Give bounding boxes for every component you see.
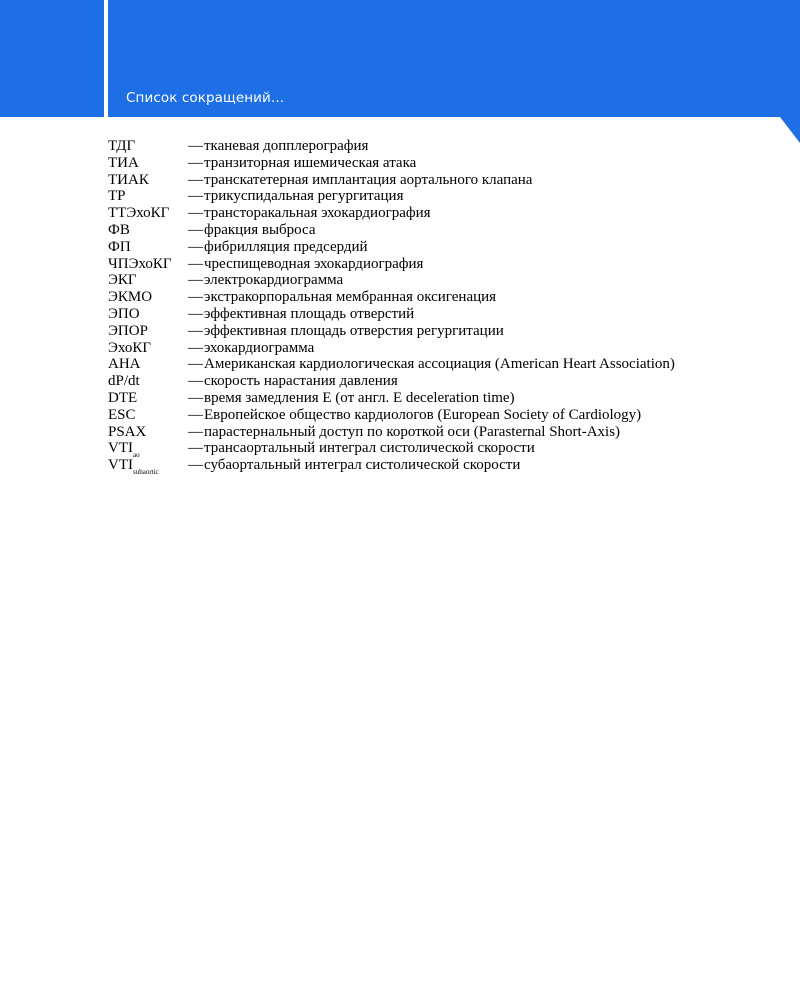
abbreviation-term-text: DTE — [108, 389, 138, 406]
abbreviation-definition-text: транскатетерная имплантация аортального клапана — [204, 171, 533, 188]
abbreviation-definition-text: чреспищеводная эхокардиография — [204, 255, 424, 272]
abbreviation-definition-text: фибрилляция предсердий — [204, 238, 368, 255]
abbreviation-term-text: ТР — [108, 188, 126, 205]
abbreviation-definition — [188, 222, 728, 239]
abbreviation-dash: — — [188, 221, 203, 238]
abbreviation-term-subscript: ao — [133, 451, 140, 460]
abbreviation-row — [108, 256, 728, 273]
abbreviation-row — [108, 424, 728, 441]
abbreviation-term-subscript: subaortic — [133, 468, 159, 477]
abbreviation-term-text: ТДГ — [108, 138, 136, 154]
abbreviation-definition-text: транзиторная ишемическая атака — [204, 154, 417, 171]
abbreviation-dash: — — [188, 255, 203, 272]
abbreviation-term-text: ЧПЭхоКГ — [108, 255, 172, 272]
abbreviation-definition — [188, 155, 728, 172]
abbreviation-dash: — — [188, 373, 203, 390]
abbreviation-term-text: ТИА — [108, 154, 139, 171]
abbreviation-term — [108, 373, 188, 390]
abbreviation-row — [108, 172, 728, 189]
abbreviation-term-text: ЭКГ — [108, 272, 137, 289]
abbreviation-definition — [188, 356, 728, 373]
abbreviation-term-text: ЭПО — [108, 305, 140, 322]
abbreviation-dash: — — [188, 238, 203, 255]
abbreviation-dash: — — [188, 423, 203, 440]
abbreviation-dash: — — [188, 171, 203, 188]
abbreviation-definition — [188, 340, 728, 357]
abbreviation-row — [108, 323, 728, 340]
abbreviation-term-text: ЭПОР — [108, 322, 148, 339]
abbreviation-row — [108, 457, 728, 477]
abbreviation-dash: — — [188, 389, 203, 406]
abbreviation-definition-text: электрокардиограмма — [204, 272, 344, 289]
abbreviation-definition — [188, 256, 728, 273]
abbreviation-definition-text: экстракорпоральная мембранная оксигенация — [204, 289, 497, 306]
abbreviation-term-text: ЭКМО — [108, 289, 153, 306]
abbreviation-definition-text: парастернальный доступ по короткой оси (Parasternal Short-Axis) — [204, 423, 621, 440]
abbreviation-row — [108, 205, 728, 222]
abbreviation-term-text: VTI — [108, 440, 133, 457]
abbreviation-definition — [188, 188, 728, 205]
abbreviation-definition — [188, 138, 728, 155]
abbreviation-definition — [188, 407, 728, 424]
abbreviation-term — [108, 256, 188, 273]
abbreviation-term — [108, 457, 188, 477]
abbreviation-dash: — — [188, 339, 203, 356]
abbreviation-term — [108, 306, 188, 323]
abbreviation-definition-text: время замедления E (от англ. E deceleration time) — [204, 389, 515, 406]
abbreviation-row — [108, 188, 728, 205]
abbreviation-dash: — — [188, 138, 203, 154]
abbreviation-definition-text: трансаортальный интеграл систолической скорости — [204, 440, 535, 457]
abbreviation-definition — [188, 373, 728, 390]
abbreviation-dash: — — [188, 154, 203, 171]
abbreviation-term — [108, 205, 188, 222]
abbreviation-definition-text: эффективная площадь отверстий — [204, 305, 415, 322]
abbreviation-term — [108, 407, 188, 424]
abbreviation-row — [108, 222, 728, 239]
abbreviation-definition-text: трикуспидальная регургитация — [204, 188, 404, 205]
abbreviation-definition-text: трансторакальная эхокардиография — [204, 205, 431, 222]
abbreviation-term — [108, 239, 188, 256]
abbreviation-term-text: ТТЭхоКГ — [108, 205, 170, 222]
abbreviation-term — [108, 155, 188, 172]
abbreviation-term — [108, 323, 188, 340]
abbreviation-term — [108, 340, 188, 357]
abbreviation-term — [108, 424, 188, 441]
abbreviation-dash: — — [188, 440, 203, 457]
abbreviation-term — [108, 356, 188, 373]
abbreviation-row — [108, 407, 728, 424]
abbreviation-definition-text: Европейское общество кардиологов (European Society of Cardiology) — [204, 406, 642, 423]
abbreviation-dash: — — [188, 289, 203, 306]
abbreviation-list — [108, 138, 728, 477]
abbreviation-term-text: ФП — [108, 238, 131, 255]
running-header-title: Список сокращений... — [126, 90, 285, 106]
abbreviation-definition — [188, 172, 728, 189]
abbreviation-term-text: VTI — [108, 457, 133, 474]
abbreviation-row — [108, 289, 728, 306]
abbreviation-term — [108, 440, 188, 460]
abbreviation-definition — [188, 205, 728, 222]
abbreviation-term-text: AHA — [108, 356, 141, 373]
abbreviation-definition — [188, 289, 728, 306]
abbreviation-term-text: ТИАК — [108, 171, 149, 188]
abbreviation-row — [108, 373, 728, 390]
abbreviation-dash: — — [188, 406, 203, 423]
abbreviation-term — [108, 390, 188, 407]
abbreviation-term — [108, 289, 188, 306]
abbreviation-term — [108, 222, 188, 239]
abbreviation-definition-text: скорость нарастания давления — [204, 373, 398, 390]
abbreviation-term-text: dP/dt — [108, 373, 140, 390]
abbreviation-row — [108, 239, 728, 256]
abbreviation-row — [108, 306, 728, 323]
abbreviation-dash: — — [188, 457, 203, 474]
abbreviation-definition — [188, 457, 728, 474]
abbreviation-definition — [188, 239, 728, 256]
header-band — [0, 0, 800, 117]
abbreviation-definition — [188, 323, 728, 340]
abbreviation-term-text: ФВ — [108, 221, 130, 238]
abbreviation-row — [108, 356, 728, 373]
abbreviation-definition-text: тканевая допплерография — [204, 138, 369, 154]
abbreviation-definition-text: субаортальный интеграл систолической скорости — [204, 457, 521, 474]
abbreviation-row — [108, 440, 728, 460]
abbreviation-row — [108, 340, 728, 357]
abbreviation-row — [108, 390, 728, 407]
abbreviation-row — [108, 155, 728, 172]
abbreviation-definition — [188, 390, 728, 407]
abbreviation-term — [108, 188, 188, 205]
abbreviation-dash: — — [188, 322, 203, 339]
abbreviation-definition-text: эхокардиограмма — [204, 339, 315, 356]
abbreviation-row — [108, 272, 728, 289]
abbreviation-definition — [188, 272, 728, 289]
abbreviation-definition-text: эффективная площадь отверстия регургитации — [204, 322, 504, 339]
abbreviation-dash: — — [188, 272, 203, 289]
abbreviation-definition — [188, 440, 728, 457]
abbreviation-row — [108, 138, 728, 155]
abbreviation-term-text: PSAX — [108, 423, 147, 440]
abbreviation-term — [108, 138, 188, 155]
header-stripe — [104, 0, 108, 117]
abbreviation-term-text: ESC — [108, 406, 136, 423]
abbreviation-dash: — — [188, 356, 203, 373]
abbreviation-dash: — — [188, 205, 203, 222]
abbreviation-definition-text: фракция выброса — [204, 221, 316, 238]
abbreviation-dash: — — [188, 305, 203, 322]
abbreviation-dash: — — [188, 188, 203, 205]
abbreviation-term — [108, 272, 188, 289]
abbreviation-definition — [188, 306, 728, 323]
abbreviation-term-text: ЭхоКГ — [108, 339, 152, 356]
abbreviation-term — [108, 172, 188, 189]
abbreviation-definition — [188, 424, 728, 441]
abbreviation-definition-text: Американская кардиологическая ассоциация (American Heart Association) — [204, 356, 675, 373]
